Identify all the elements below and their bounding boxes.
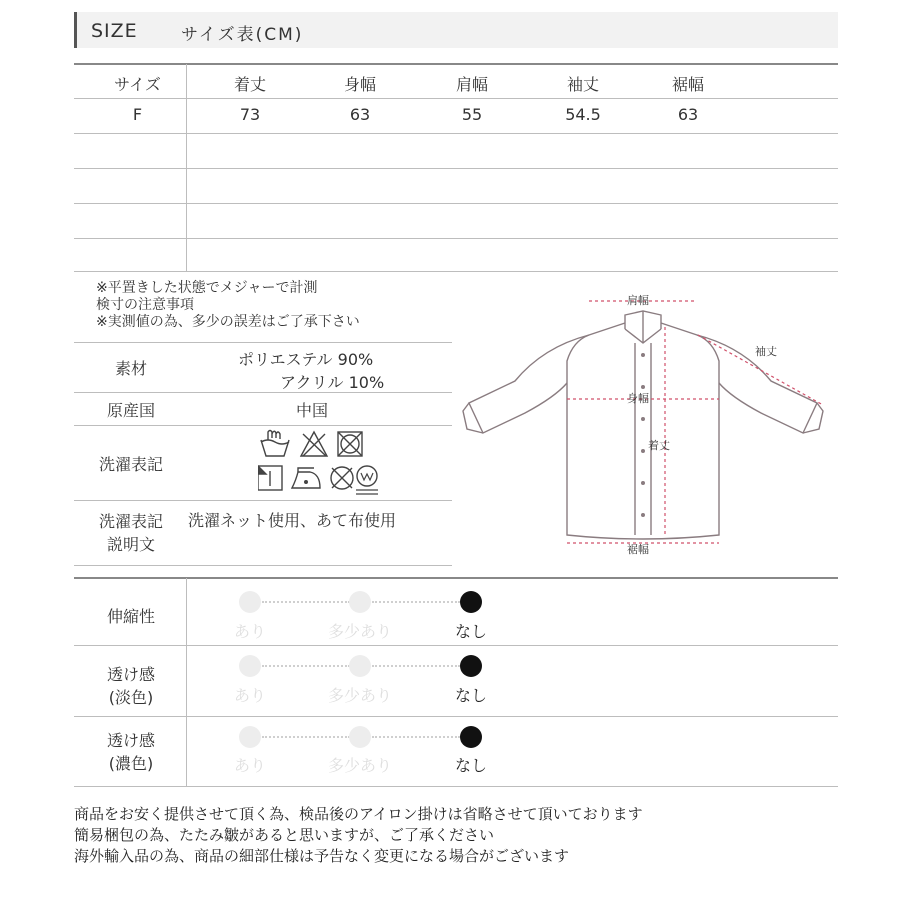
button-row <box>641 353 645 517</box>
selected-dot <box>460 726 482 748</box>
footer-line: 簡易梱包の為、たたみ皺があると思いますが、ご了承ください <box>74 826 495 844</box>
measurement-notes <box>96 280 360 331</box>
label-shoulder: 肩幅 <box>627 294 649 307</box>
label-hem: 裾幅 <box>627 543 649 556</box>
attribute-label: 透け感 <box>106 665 155 684</box>
material-value: ポリエステル 90% <box>238 350 374 369</box>
no-dry-clean-icon <box>331 467 353 489</box>
selected-dot <box>460 655 482 677</box>
column-divider <box>186 64 187 271</box>
scale-line <box>372 665 460 667</box>
option-label: あり <box>233 622 266 641</box>
option-label: あり <box>233 686 266 705</box>
option-label: なし <box>454 686 487 705</box>
option-dot <box>239 726 261 748</box>
divider <box>74 786 838 787</box>
no-bleach-icon <box>301 432 327 456</box>
wet-clean-icon <box>356 466 378 494</box>
selected-dot <box>460 591 482 613</box>
divider <box>74 500 452 501</box>
attribute-label: 伸縮性 <box>106 607 155 626</box>
wash-desc-value: 洗濯ネット使用、あて布使用 <box>188 511 397 530</box>
option-dot <box>349 726 371 748</box>
table-header-shoulder: 肩幅 <box>455 75 488 94</box>
option-label: なし <box>454 622 487 641</box>
option-label: あり <box>233 756 266 775</box>
line-dry-shade-icon <box>258 466 282 490</box>
table-cell: 63 <box>349 105 371 124</box>
option-label: 多少あり <box>327 686 392 705</box>
wash-label: 洗濯表記 <box>98 455 163 474</box>
material-label: 素材 <box>114 359 147 378</box>
note-line: ※実測値の為、多少の誤差はご了承下さい <box>96 314 360 330</box>
section-header <box>74 12 838 48</box>
option-dot <box>349 591 371 613</box>
no-tumble-dry-icon <box>338 432 362 456</box>
option-dot <box>239 655 261 677</box>
divider <box>74 392 452 393</box>
note-line: ※平置きした状態でメジャーで計測 <box>96 280 318 296</box>
divider <box>74 168 838 169</box>
divider <box>74 203 838 204</box>
table-header-chest: 身幅 <box>343 75 376 94</box>
divider <box>74 133 838 134</box>
note-line: 検寸の注意事項 <box>96 297 194 313</box>
footer-line: 商品をお安く提供させて頂く為、検品後のアイロン掛けは省略させて頂いております <box>74 805 643 823</box>
divider <box>74 271 838 272</box>
wash-desc-label: 洗濯表記 <box>98 512 163 531</box>
table-header-sleeve: 袖丈 <box>566 75 599 94</box>
section-title: SIZE <box>91 20 138 42</box>
scale-line <box>262 736 350 738</box>
divider <box>74 565 452 566</box>
scale-line <box>372 736 460 738</box>
footer-line: 海外輸入品の為、商品の細部仕様は予告なく変更になる場合がございます <box>74 847 570 865</box>
shirt-diagram <box>455 285 835 560</box>
scale-line <box>262 601 350 603</box>
label-sleeve: 袖丈 <box>755 345 777 358</box>
origin-label: 原産国 <box>106 401 155 420</box>
divider <box>74 577 838 579</box>
label-chest: 身幅 <box>627 392 649 405</box>
hand-wash-icon <box>261 431 289 457</box>
iron-low-icon <box>292 468 320 488</box>
attribute-label: (淡色) <box>108 688 154 707</box>
divider <box>74 238 838 239</box>
attribute-label: (濃色) <box>108 754 154 773</box>
divider <box>74 342 452 343</box>
option-label: なし <box>454 756 487 775</box>
divider <box>74 425 452 426</box>
table-cell: F <box>132 105 143 124</box>
table-header-length: 着丈 <box>233 75 266 94</box>
divider <box>74 98 838 99</box>
scale-line <box>262 665 350 667</box>
option-dot <box>349 655 371 677</box>
table-cell: 54.5 <box>565 105 601 124</box>
table-cell: 55 <box>461 105 483 124</box>
table-cell: 63 <box>677 105 699 124</box>
divider <box>74 63 838 65</box>
option-label: 多少あり <box>327 622 392 641</box>
footer-notes <box>74 804 643 867</box>
label-length: 着丈 <box>648 439 670 452</box>
divider <box>74 645 838 646</box>
origin-value: 中国 <box>296 401 329 420</box>
section-subtitle: サイズ表(CM) <box>181 25 304 45</box>
scale-line <box>372 601 460 603</box>
material-value: アクリル 10% <box>280 373 385 392</box>
option-dot <box>239 591 261 613</box>
table-cell: 73 <box>239 105 261 124</box>
care-symbols <box>258 428 378 500</box>
table-header-size: サイズ <box>114 75 161 94</box>
table-header-hem: 裾幅 <box>671 75 704 94</box>
wash-desc-label: 説明文 <box>106 535 155 554</box>
divider <box>74 716 838 717</box>
column-divider <box>186 578 187 786</box>
measure-lines <box>567 301 823 543</box>
option-label: 多少あり <box>327 756 392 775</box>
attribute-label: 透け感 <box>106 731 155 750</box>
